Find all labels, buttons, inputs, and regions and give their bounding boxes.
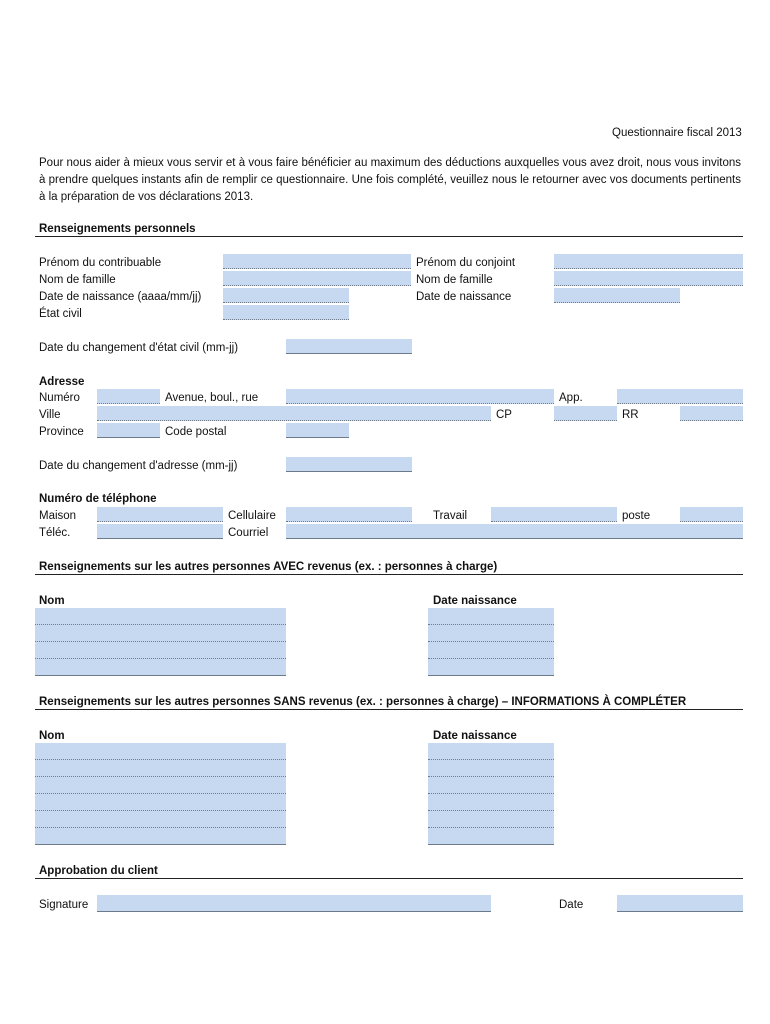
section-divider <box>35 236 743 237</box>
code-postal-field[interactable] <box>286 423 349 438</box>
section-heading-phone: Numéro de téléphone <box>39 493 157 505</box>
poste-field[interactable] <box>680 507 743 522</box>
numero-field[interactable] <box>97 389 160 404</box>
label-prenom-conjoint: Prénom du conjoint <box>416 257 516 269</box>
label-etat-civil: État civil <box>39 308 82 320</box>
section-heading-personal: Renseignements personnels <box>39 223 196 235</box>
avenue-field[interactable] <box>286 389 554 404</box>
with-income-nom-field-2[interactable] <box>35 625 286 642</box>
label-date-changement-adresse: Date du changement d'adresse (mm-jj) <box>39 460 238 472</box>
label-cellulaire: Cellulaire <box>228 510 276 522</box>
label-travail: Travail <box>433 510 468 522</box>
section-heading-without-income: Renseignements sur les autres personnes SANS revenus (ex. : personnes à charge) – INFORMATIONS À COMPLÉTER <box>39 696 687 708</box>
date-signature-field[interactable] <box>617 895 743 912</box>
without-income-date-field-1[interactable] <box>428 743 554 760</box>
label-poste: poste <box>622 510 651 522</box>
with-income-nom-field-3[interactable] <box>35 642 286 659</box>
label-code-postal: Code postal <box>165 426 227 438</box>
section-divider <box>35 709 743 710</box>
section-heading-with-income: Renseignements sur les autres personnes AVEC revenus (ex. : personnes à charge) <box>39 561 498 573</box>
with-income-date-field-3[interactable] <box>428 642 554 659</box>
with-income-date-field-4[interactable] <box>428 659 554 676</box>
section-heading-approval: Approbation du client <box>39 865 158 877</box>
etat-civil-field[interactable] <box>223 305 349 320</box>
with-income-date-field-2[interactable] <box>428 625 554 642</box>
form-title: Questionnaire fiscal 2013 <box>612 127 742 139</box>
label-date-signature: Date <box>559 899 584 911</box>
without-income-nom-field-5[interactable] <box>35 811 286 828</box>
without-income-date-field-3[interactable] <box>428 777 554 794</box>
travail-field[interactable] <box>491 507 617 522</box>
intro-paragraph: Pour nous aider à mieux vous servir et à vous faire bénéficier au maximum des déductions auxquelles vous avez droit, nous vous invitons à prendre quelques instants afin de remplir ce questionnaire. Une fois complété, veuillez nous le retourner avec vos documents pertinents à la préparation de vos déclarations 2013. <box>39 157 741 203</box>
prenom-conjoint-field[interactable] <box>554 254 743 269</box>
label-signature: Signature <box>39 899 89 911</box>
without-income-date-field-4[interactable] <box>428 794 554 811</box>
without-income-nom-field-6[interactable] <box>35 828 286 845</box>
label-prenom-contribuable: Prénom du contribuable <box>39 257 162 269</box>
label-avenue: Avenue, boul., rue <box>165 392 259 404</box>
telec-field[interactable] <box>97 524 223 539</box>
label-cp: CP <box>496 409 512 421</box>
label-rr: RR <box>622 409 639 421</box>
with-income-date-field-1[interactable] <box>428 608 554 625</box>
date-naissance-conjoint-field[interactable] <box>554 288 680 303</box>
section-heading-address: Adresse <box>39 376 85 388</box>
nom-famille-conjoint-field[interactable] <box>554 271 743 286</box>
without-income-date-field-5[interactable] <box>428 811 554 828</box>
with-income-nom-field-1[interactable] <box>35 608 286 625</box>
date-changement-etat-civil-field[interactable] <box>286 339 412 354</box>
label-nom-famille: Nom de famille <box>39 274 116 286</box>
section-divider <box>35 878 743 879</box>
without-income-nom-field-3[interactable] <box>35 777 286 794</box>
maison-field[interactable] <box>97 507 223 522</box>
label-province: Province <box>39 426 84 438</box>
signature-field[interactable] <box>97 895 491 912</box>
without-income-nom-field-2[interactable] <box>35 760 286 777</box>
label-date-changement-etat-civil: Date du changement d'état civil (mm-jj) <box>39 342 239 354</box>
label-maison: Maison <box>39 510 77 522</box>
col-date-without-income: Date naissance <box>433 730 517 742</box>
col-nom-with-income: Nom <box>39 595 65 607</box>
label-nom-famille-conjoint: Nom de famille <box>416 274 493 286</box>
label-numero: Numéro <box>39 392 80 404</box>
label-ville: Ville <box>39 409 61 421</box>
label-courriel: Courriel <box>228 527 269 539</box>
app-field[interactable] <box>617 389 743 404</box>
without-income-date-field-6[interactable] <box>428 828 554 845</box>
nom-famille-field[interactable] <box>223 271 411 286</box>
section-divider <box>35 574 743 575</box>
label-date-naissance-conjoint: Date de naissance <box>416 291 512 303</box>
date-changement-adresse-field[interactable] <box>286 457 412 472</box>
label-date-naissance: Date de naissance (aaaa/mm/jj) <box>39 291 202 303</box>
date-naissance-field[interactable] <box>223 288 349 303</box>
cellulaire-field[interactable] <box>286 507 412 522</box>
col-date-with-income: Date naissance <box>433 595 517 607</box>
prenom-contribuable-field[interactable] <box>223 254 411 269</box>
without-income-date-field-2[interactable] <box>428 760 554 777</box>
label-telec: Téléc. <box>39 527 71 539</box>
courriel-field[interactable] <box>286 524 743 539</box>
col-nom-without-income: Nom <box>39 730 65 742</box>
province-field[interactable] <box>97 423 160 438</box>
label-app: App. <box>559 392 583 404</box>
cp-field[interactable] <box>554 406 617 421</box>
rr-field[interactable] <box>680 406 743 421</box>
without-income-nom-field-1[interactable] <box>35 743 286 760</box>
ville-field[interactable] <box>97 406 491 421</box>
with-income-nom-field-4[interactable] <box>35 659 286 676</box>
without-income-nom-field-4[interactable] <box>35 794 286 811</box>
